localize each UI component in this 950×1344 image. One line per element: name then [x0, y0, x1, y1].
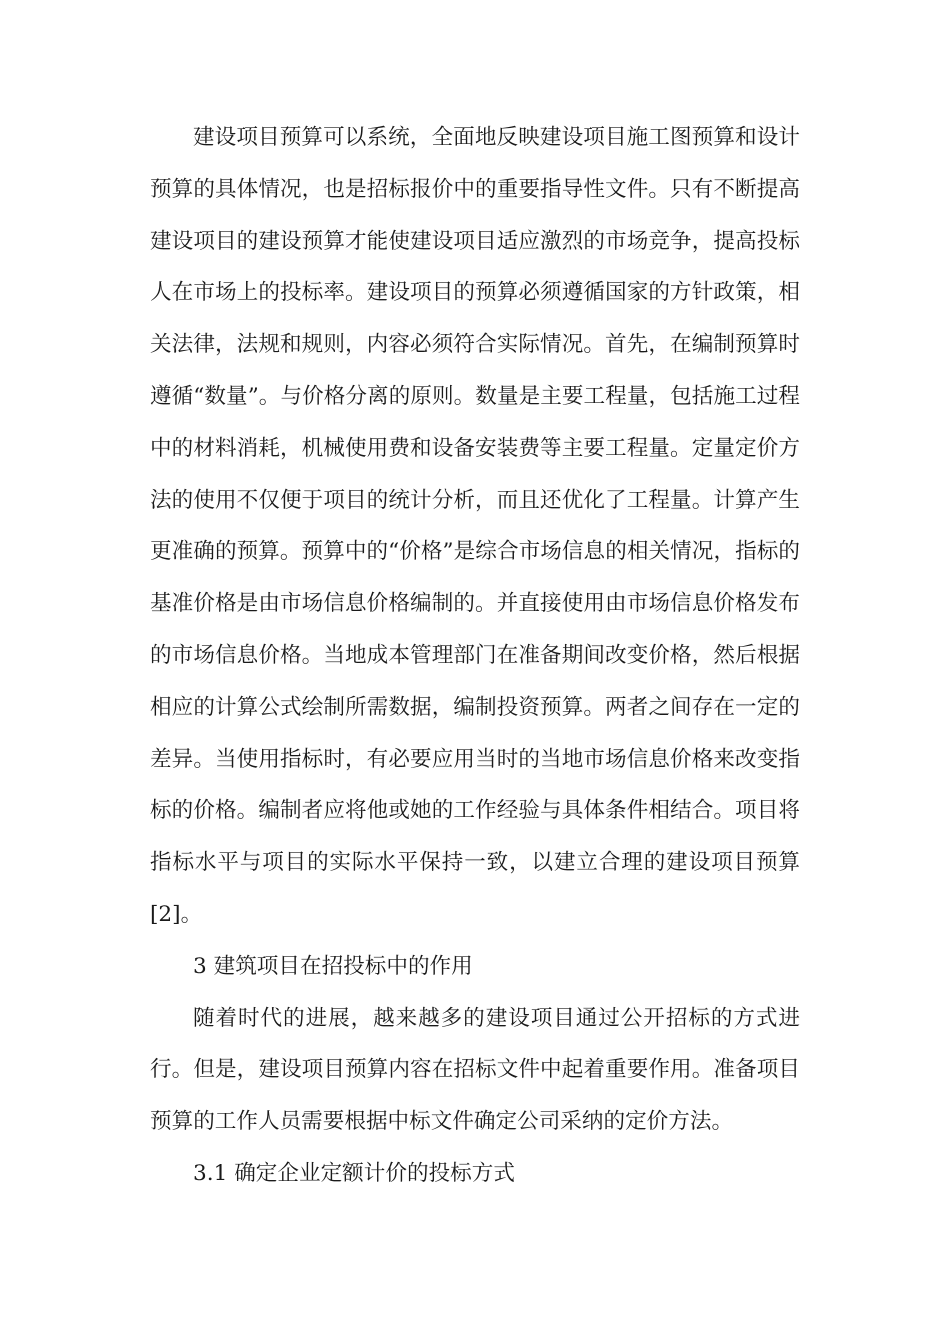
document-body: [150, 112, 800, 1200]
body-paragraph: 随着时代的进展，越来越多的建设项目通过公开招标的方式进行。但是，建设项目预算内容在招标文件中起着重要作用。准备项目预算的工作人员需要根据中标文件确定公司采纳的定价方法。: [150, 1005, 800, 1135]
subsection-heading: 3.1 确定企业定额计价的投标方式: [193, 1160, 515, 1186]
body-paragraph: 建设项目预算可以系统，全面地反映建设项目施工图预算和设计预算的具体情况，也是招标报价中的重要指导性文件。只有不断提高建设项目的建设预算才能使建设项目适应激烈的市场竞争，提高投标人在市场上的投标率。建设项目的预算必须遵循国家的方针政策，相关法律，法规和规则，内容必须符合实际情况。首先，在编制预算时遵循“数量”。与价格分离的原则。数量是主要工程量，包括施工过程中的材料消耗，机械使用费和设备安装费等主要工程量。定量定价方法的使用不仅便于项目的统计分析，而且还优化了工程量。计算产生更准确的预算。预算中的“价格”是综合市场信息的相关情况，指标的基准价格是由市场信息价格编制的。并直接使用由市场信息价格发布的市场信息价格。当地成本管理部门在准备期间改变价格，然后根据相应的计算公式绘制所需数据，编制投资预算。两者之间存在一定的差异。当使用指标时，有必要应用当时的当地市场信息价格来改变指标的价格。编制者应将他或她的工作经验与具体条件相结合。项目将指标水平与项目的实际水平保持一致，以建立合理的建设项目预算[2]。: [150, 125, 800, 927]
section-heading: 3 建筑项目在招投标中的作用: [193, 953, 473, 979]
